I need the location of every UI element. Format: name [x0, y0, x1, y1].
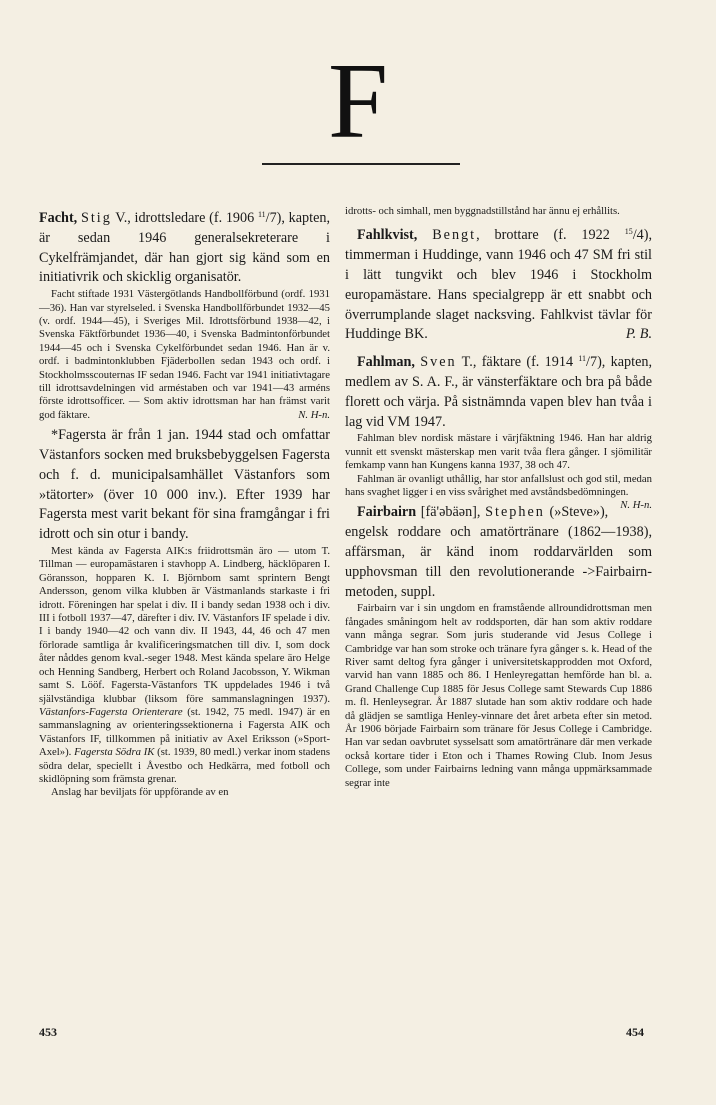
page-number-left: 453 [39, 1025, 57, 1039]
entry-fahlman-given: Sven [420, 354, 457, 371]
entry-fagersta-orienterare: Västanfors-Fagersta Orienterare [39, 705, 183, 718]
entry-fahlman: Fahlman, Sven T., fäktare (f. 1914 $^{11}$/7), kapten, medlem av S. A. F., är vänsterfäktare och bra på både florett och värja. På sistnämnda vapen blev han tvåa i lag vid VM 1947. [345, 354, 653, 430]
entry-facht-name: Facht, [39, 210, 78, 226]
entry-fairbairn: Fairbairn [fä'əbäən], Stephen (»Steve»), engelsk roddare och amatörtränare (1862—1938), affärsman, är känd inom roddarvärlden som upphovsman till den revolutionerande ->Fairbairn-metoden, suppl. [345, 504, 652, 600]
entry-facht-date-num: 11 [257, 210, 266, 219]
entry-facht-date-rest: /7), kapten, är sedan 1946 generalsekreterare i Cykelfrämjandet, där han gjort sig känd som en initiativrik och skicklig organisatör. [39, 210, 331, 286]
entry-fahlkvist-signature: P. B. [625, 326, 652, 343]
entry-fahlman-detail-b: Fahlman är ovanligt uthållig, har stor anfallslust och god stil, medan hans svaghet ligger i en viss svårighet med avståndsbedömningen. N. H-n. [345, 472, 652, 512]
section-rule [262, 163, 460, 165]
continued-text: idrotts- och simhall, men byggnadstillstånd har ännu ej erhållits. [345, 205, 620, 217]
entry-fairbairn-given: Stephen [485, 504, 545, 521]
entry-fagersta [39, 426, 330, 545]
entry-facht-given: Stig [80, 210, 112, 226]
entry-fahlman-detail-a: Fahlman blev nordisk mästare i värjfäktning 1946. Han har aldrig vunnit ett svenskt mästerskap men varit tvåa flera gånger. I sjömilitär femkamp vann han Kungens kanna 1937, 38 och 47. [345, 432, 652, 472]
entry-fairbairn-detail: Fairbairn var i sin ungdom en framstående allroundidrottsman men fångades småningom helt av roddsporten, där han som aktiv roddare vann många segrar. Som juris studerande vid Jesus College i Cambridge var han som stroke och tränare fyra gånger s. k. Head of the River samt deltog fyra gånger i universitetskapprodden mot Oxford, varvid han vann 1885 och 86. I Henleyregattan hemförde han bl. a. Grand Challenge Cup 1885 för Jesus College samt Stewards Cup 1886 m. fl. Henleysegrar. År 1887 slutade han som aktiv roddare och hade då glädjen se samtliga Henley-vinnare det året arbeta efter sin metod. År 1906 började Fairbairn som tränare för Jesus College i Cambridge. Han var sedan oavbrutet sysselsatt som amatörtränare där men verkade också kortare tider i Eton och i Thames Rowing Club. Inom Jesus College, som under Fairbairns ledning vann många uppmärksammade segrar inte [345, 602, 652, 789]
right-column [345, 205, 652, 790]
entry-facht [39, 205, 330, 288]
entry-fagersta-detail: Mest kända av Fagersta AIK:s friidrottsmän äro — utom T. Tillman — europamästaren i stavhopp A. Lindberg, häcklöparen I. Göransson, hopparen K. I. Björnbom samt sprintern Bengt Andersson, genom vilka klubben är Västmanlands starkaste i fri idrott. Föreningen har spelat i div. II i bandy sedan 1938 och i div. III i fotboll 1937—47, därefter i div. IV. Västanfors IF spelade i div. I i bandy 1940—42 och vann div. II 1943, 44, 46 och 47 men förlorade samtliga år kvalificeringsmatchen till div. I, som dock åter nåddes genom kval.-seger 1948. Mest kända spelare äro Helge och Henning Sandberg, Herbert och Roland Jacobsson, Y. Wikman samt S. Lööf. Fagersta-Västanfors TK uppdelades 1946 i två självständiga klubbar (liksom före sammanslagningen 1937). Västanfors-Fagersta Orienterare (st. 1942, 75 medl. 1947) är en sammanslagning av orienteringssektionerna i Fagersta AIK och Västanfors IF, tillkommen på initiativ av Axel Eriksson (»Sport-Axel»). Fagersta Södra IK (st. 1939, 80 medl.) verkar inom stadens södra delar, speciellt i Åvestbo och Hedkärra, med fotboll och skidlöpning som främsta grenar. [39, 545, 331, 785]
entry-fagersta-sodra: Fagersta Södra IK [74, 746, 155, 759]
entry-fahlman-signature: N. H-n. [620, 499, 652, 512]
entry-facht-body: V., idrottsledare (f. 1906 [115, 210, 258, 226]
section-letter: F [327, 42, 389, 161]
entry-fagersta-detail-cont: Anslag har beviljats för uppförande av en [51, 786, 229, 799]
left-column [39, 205, 330, 800]
entry-fahlman-name: Fahlman, [357, 354, 415, 371]
entry-fagersta-name: *Fagersta [51, 427, 107, 444]
entry-fagersta-body: är från 1 jan. 1944 stad och omfattar Västanfors socken med bruksbebyggelsen Fagersta och f. d. municipalsamhället Västanfors som »tätorter» (över 10 000 inv.). Efter 1939 har Fagersta mest varit bekant för sina framgångar i fri idrott och sin otur i bandy. [39, 427, 330, 543]
entry-fahlkvist-name: Fahlkvist, [357, 227, 418, 244]
entry-facht-detail: Facht stiftade 1931 Västergötlands Handbollförbund (ordf. 1931—36). Han var styrelseled. i Svenska Handbollförbundet 1932—45 (v. ordf. 1944—45), i Sveriges Mil. Idrottsförbund 1938—42, i Svenska Fäktförbundet 1936—40, i Svenska Badmintonförbundet 1944—45 och i Svenska Cykelförbundet sedan 1946. Han är v. ordf. i badmintonklubben Fjäderbollen sedan 1943 och ordf. i Stockholmsscouternas IF sedan 1946. Facht var 1941 initiativtagare till idrottsavdelningen vid arméstaben och var 1941—43 arméns förste idrottsofficer. — Som aktiv idrottsman har han främst varit god fäktare. N. H-n. [39, 288, 330, 421]
entry-fairbairn-name: Fairbairn [357, 504, 417, 521]
entry-fahlkvist: Fahlkvist, Bengt, brottare (f. 1922 $^{15}$/4), timmerman i Huddinge, vann 1946 och 47 SM fri stil i lätt tungvikt och blev 1946 i Stockholm europamästare. Hans specialgrepp är ett snabbt och överrumplande slaget nacksving. Fahlkvist tävlar för Huddinge BK. P. B. [345, 222, 652, 345]
entry-fahlkvist-given: Bengt [432, 227, 477, 244]
page-number-right: 454 [626, 1025, 644, 1039]
entry-facht-signature: N. H-n. [298, 408, 330, 421]
entry-fairbairn-pron: [fä'əbäən], [416, 504, 486, 521]
